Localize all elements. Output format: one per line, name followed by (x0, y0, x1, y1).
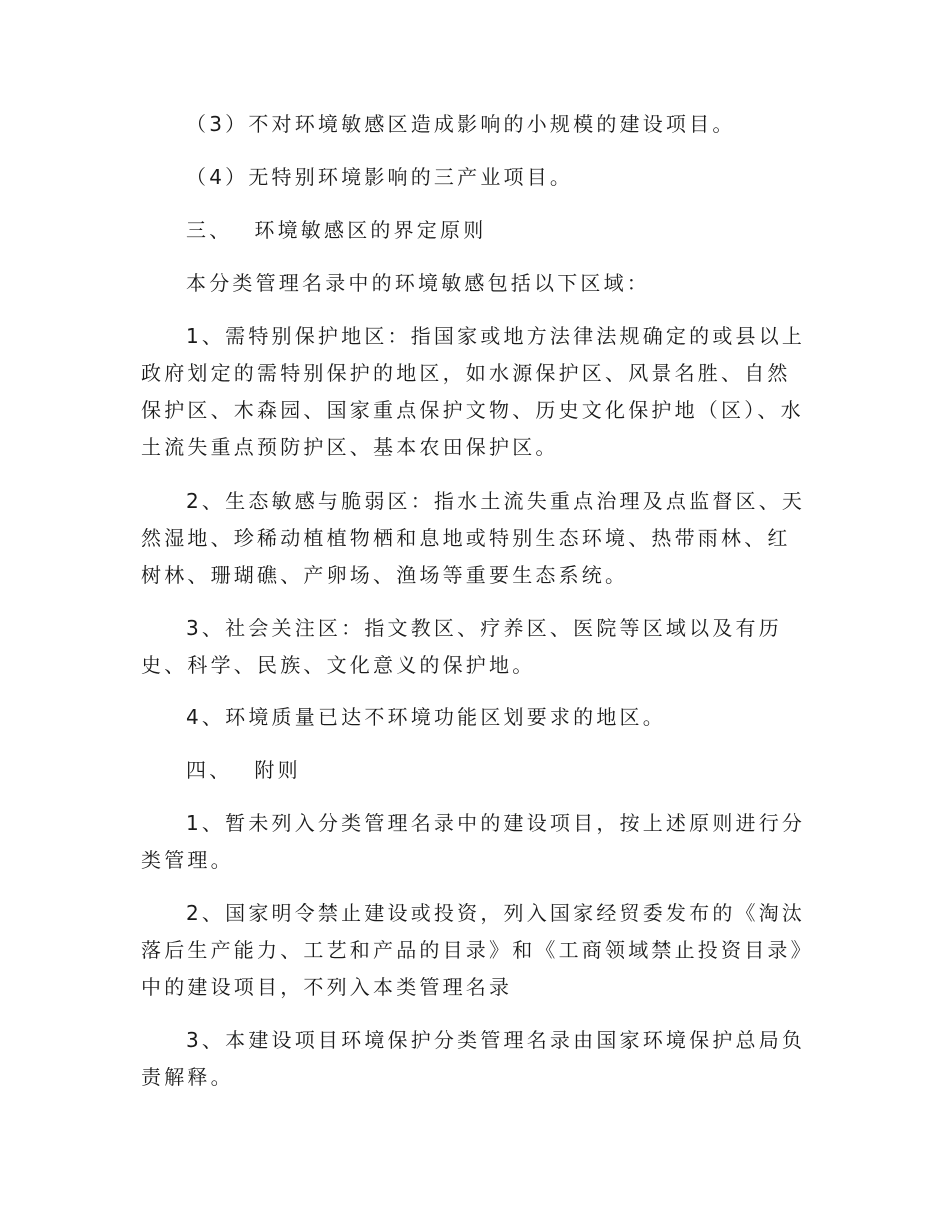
rule-paragraph-1: 1、暂未列入分类管理名录中的建设项目，按上述原则进行分类管理。 (141, 811, 806, 872)
intro-paragraph: 本分类管理名录中的环境敏感包括以下区域： (186, 271, 650, 295)
list-item-3: （3）不对环境敏感区造成影响的小规模的建设项目。 (186, 112, 736, 136)
section-number: 三、 (186, 218, 233, 242)
section-heading-3 (141, 212, 811, 249)
section-number: 四、 (186, 758, 233, 782)
rule-paragraph-3: 3、本建设项目环境保护分类管理名录由国家环境保护总局负责解释。 (141, 1028, 806, 1089)
definition-paragraph-3: 3、社会关注区：指文教区、疗养区、医院等区域以及有历史、科学、民族、文化意义的保护地。 (141, 616, 782, 677)
definition-paragraph-2: 2、生态敏感与脆弱区：指水土流失重点治理及点监督区、天然湿地、珍稀动植植物栖和息地或特别生态环境、热带雨林、红树林、珊瑚礁、产卵场、渔场等重要生态系统。 (141, 489, 806, 587)
section-title: 环境敏感区的界定原则 (254, 218, 487, 242)
list-item-4: （4）无特别环境影响的三产业项目。 (186, 165, 574, 189)
definition-paragraph-1: 1、需特别保护地区：指国家或地方法律法规确定的或县以上政府划定的需特别保护的地区，如水源保护区、风景名胜、自然保护区、木森园、国家重点保护文物、历史文化保护地（区）、水土流失重点预防护区、基本农田保护区。 (141, 324, 806, 459)
rule-paragraph-2: 2、国家明令禁止建设或投资，列入国家经贸委发布的《淘汰落后生产能力、工艺和产品的目录》和《工商领域禁止投资目录》中的建设项目，不列入本类管理名录 (141, 901, 806, 999)
section-title: 附则 (254, 758, 301, 782)
section-heading-4 (141, 752, 811, 789)
definition-paragraph-4: 4、环境质量已达不环境功能区划要求的地区。 (186, 705, 666, 729)
